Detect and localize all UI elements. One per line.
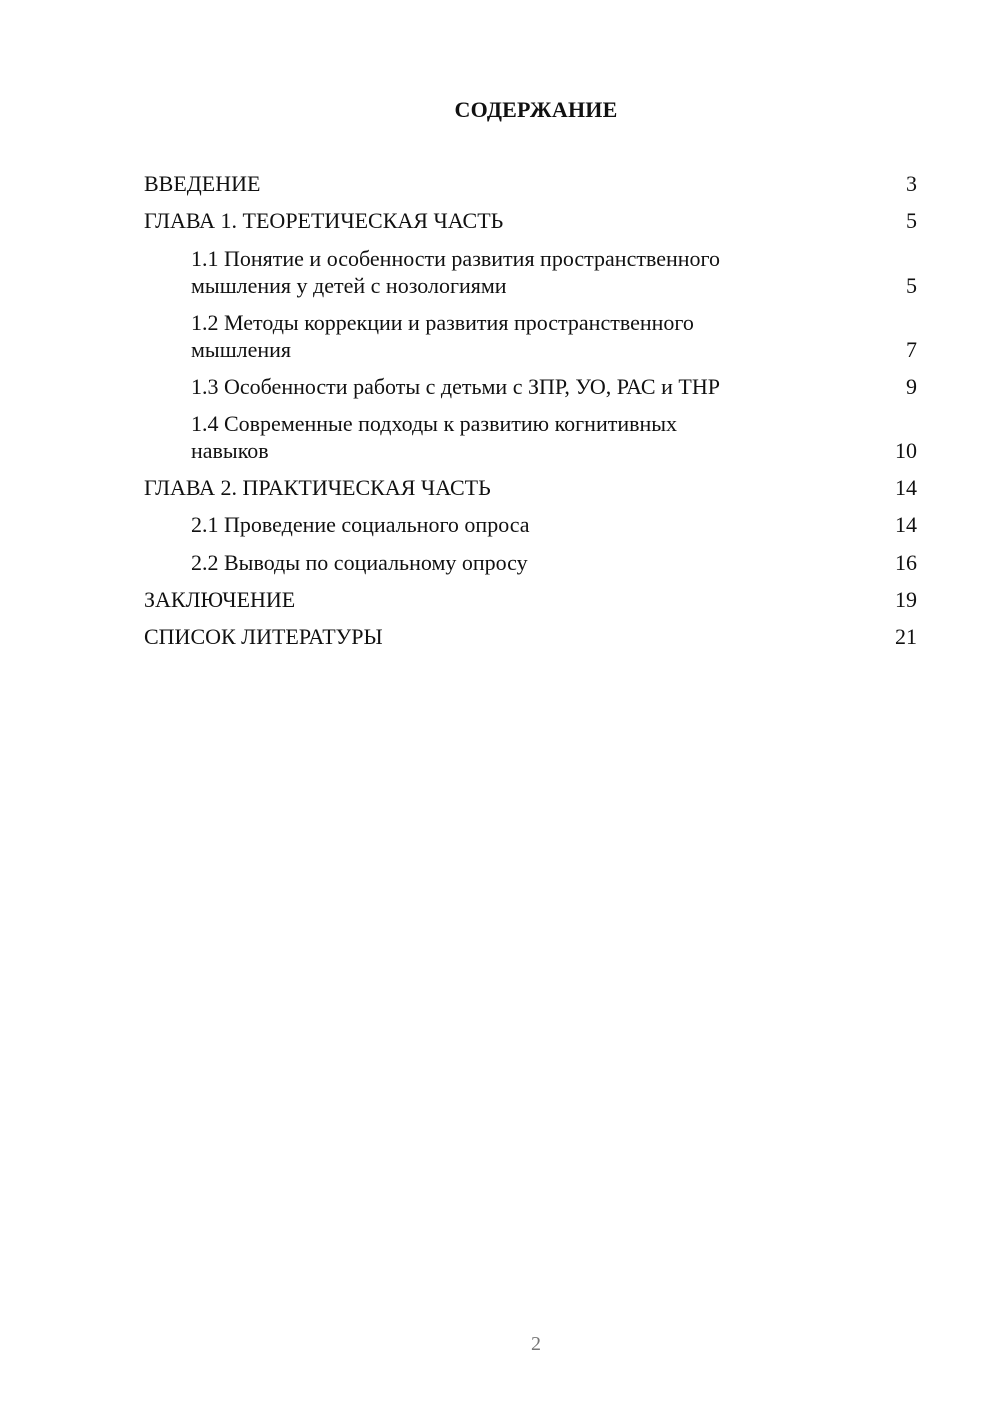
- toc-entry-label: СПИСОК ЛИТЕРАТУРЫ: [144, 624, 383, 649]
- toc-entry-chapter-1[interactable]: [144, 207, 920, 234]
- toc-entry-label: ГЛАВА 1. ТЕОРЕТИЧЕСКАЯ ЧАСТЬ: [144, 208, 504, 233]
- toc-title: СОДЕРЖАНИЕ: [454, 97, 618, 122]
- toc-entry-section-1-3[interactable]: [144, 373, 920, 400]
- toc-entry-page: 21: [895, 624, 917, 649]
- toc-entry-label: ВВЕДЕНИЕ: [144, 171, 261, 196]
- toc-entry-section-1-4[interactable]: [144, 410, 920, 464]
- toc-entry-chapter-2[interactable]: [144, 474, 920, 501]
- toc-entry-section-1-2[interactable]: [144, 309, 920, 363]
- toc-entry-label: 1.1 Понятие и особенности развития пространственного мышления у детей с нозологиями: [191, 246, 720, 298]
- toc-entry-page: 5: [906, 273, 917, 298]
- toc-entry-label: 2.1 Проведение социального опроса: [191, 512, 530, 537]
- toc-entry-label: 2.2 Выводы по социальному опросу: [191, 550, 528, 575]
- toc-entry-page: 10: [895, 438, 917, 463]
- toc-entry-section-2-1[interactable]: [144, 511, 920, 538]
- toc-entry-references[interactable]: [144, 623, 920, 650]
- toc-entry-label: 1.2 Методы коррекции и развития пространственного мышления: [191, 310, 694, 362]
- toc-entry-label: ЗАКЛЮЧЕНИЕ: [144, 587, 296, 612]
- toc-entry-page: 19: [895, 587, 917, 612]
- toc-entry-page: 7: [906, 337, 917, 362]
- toc-entry-conclusion[interactable]: [144, 586, 920, 613]
- toc-entry-label: 1.3 Особенности работы с детьми с ЗПР, УО, РАС и ТНР: [191, 374, 720, 399]
- toc-entry-page: 14: [895, 475, 917, 500]
- toc-entry-page: 9: [906, 374, 917, 399]
- toc-entry-page: 5: [906, 208, 917, 233]
- toc-entry-label: 1.4 Современные подходы к развитию когнитивных навыков: [191, 411, 678, 463]
- toc-entry-section-2-2[interactable]: [144, 549, 920, 576]
- toc-entry-page: 3: [906, 171, 917, 196]
- toc-entry-section-1-1[interactable]: [144, 245, 920, 299]
- toc-entry-introduction[interactable]: [144, 170, 920, 197]
- page-number: 2: [531, 1333, 541, 1355]
- toc-entry-page: 16: [895, 550, 917, 575]
- toc-entry-page: 14: [895, 512, 917, 537]
- toc-entry-label: ГЛАВА 2. ПРАКТИЧЕСКАЯ ЧАСТЬ: [144, 475, 491, 500]
